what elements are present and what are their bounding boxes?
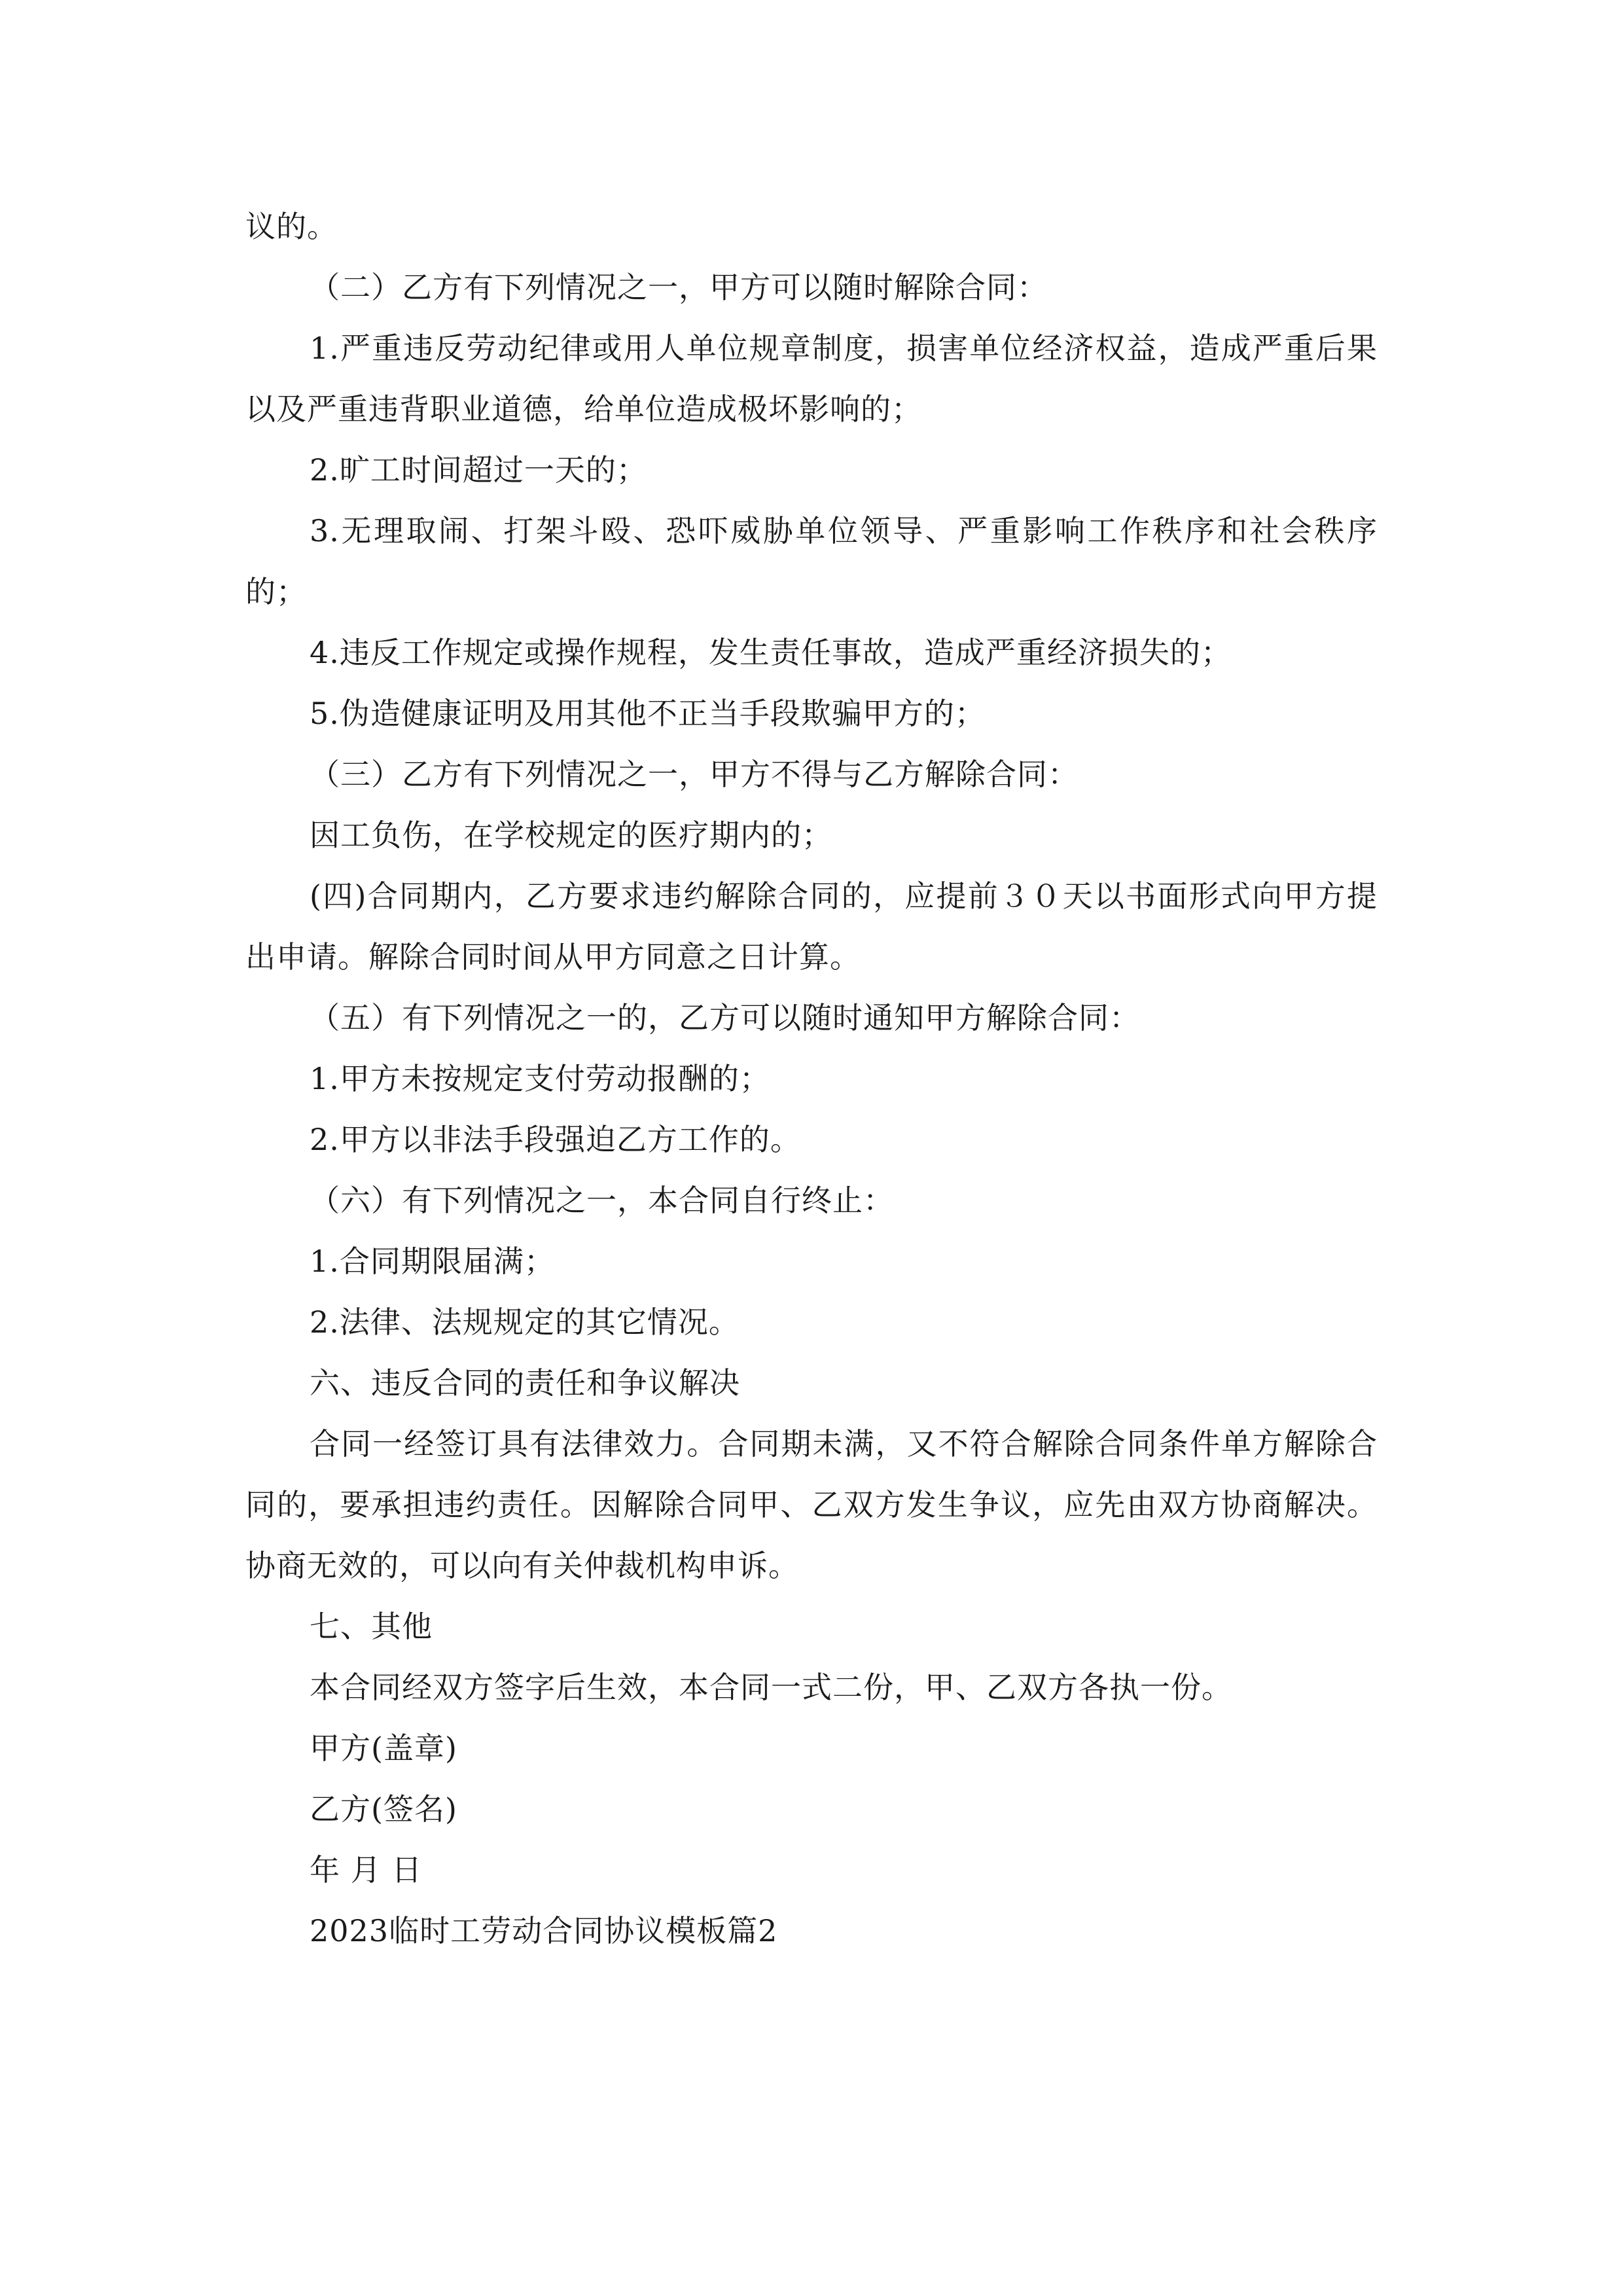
clause-5-heading: （五）有下列情况之一的，乙方可以随时通知甲方解除合同：: [310, 1000, 1140, 1035]
paragraph-continuation: 议的。: [245, 209, 338, 244]
section-7-title: 七、其他: [310, 1609, 433, 1644]
section-7-body: 本合同经双方签字后生效，本合同一式二份，甲、乙双方各执一份。: [310, 1670, 1232, 1705]
clause-6-heading: （六）有下列情况之一，本合同自行终止：: [310, 1183, 894, 1218]
clause-2-item-1: 1.严重违反劳动纪律或用人单位规章制度，损害单位经济权益，造成严重后果以及严重违背职业道德，给单位造成极坏影响的；: [245, 331, 1378, 427]
clause-5-item-1: 1.甲方未按规定支付劳动报酬的；: [310, 1061, 770, 1096]
clause-6-item-1: 1.合同期限届满；: [310, 1244, 555, 1279]
clause-6-item-2: 2.法律、法规规定的其它情况。: [310, 1304, 740, 1340]
clause-3-heading: （三）乙方有下列情况之一，甲方不得与乙方解除合同：: [310, 757, 1079, 792]
clause-2-item-4: 4.违反工作规定或操作规程，发生责任事故，造成严重经济损失的；: [310, 635, 1232, 670]
document-body: [245, 196, 1378, 1962]
clause-3-item: 因工负伤，在学校规定的医疗期内的；: [310, 817, 832, 853]
clause-2-item-2: 2.旷工时间超过一天的；: [310, 452, 647, 488]
clause-2-heading: （二）乙方有下列情况之一，甲方可以随时解除合同：: [310, 270, 1048, 305]
date-line: 年 月 日: [310, 1852, 423, 1888]
party-b-signature: 乙方(签名): [310, 1791, 457, 1827]
clause-2-item-5: 5.伪造健康证明及用其他不正当手段欺骗甲方的；: [310, 696, 986, 731]
next-section-title: 2023临时工劳动合同协议模板篇2: [310, 1913, 778, 1948]
section-6-body: 合同一经签订具有法律效力。合同期未满，又不符合解除合同条件单方解除合同的，要承担违约责任。因解除合同甲、乙双方发生争议，应先由双方协商解决。协商无效的，可以向有关仲裁机构申诉。: [245, 1426, 1378, 1583]
party-a-seal: 甲方(盖章): [310, 1731, 457, 1766]
section-6-title: 六、违反合同的责任和争议解决: [310, 1365, 740, 1401]
clause-4: (四)合同期内，乙方要求违约解除合同的，应提前３０天以书面形式向甲方提出申请。解除合同时间从甲方同意之日计算。: [245, 878, 1378, 975]
clause-5-item-2: 2.甲方以非法手段强迫乙方工作的。: [310, 1122, 801, 1157]
clause-2-item-3: 3.无理取闹、打架斗殴、恐吓威胁单位领导、严重影响工作秩序和社会秩序的；: [245, 513, 1378, 609]
